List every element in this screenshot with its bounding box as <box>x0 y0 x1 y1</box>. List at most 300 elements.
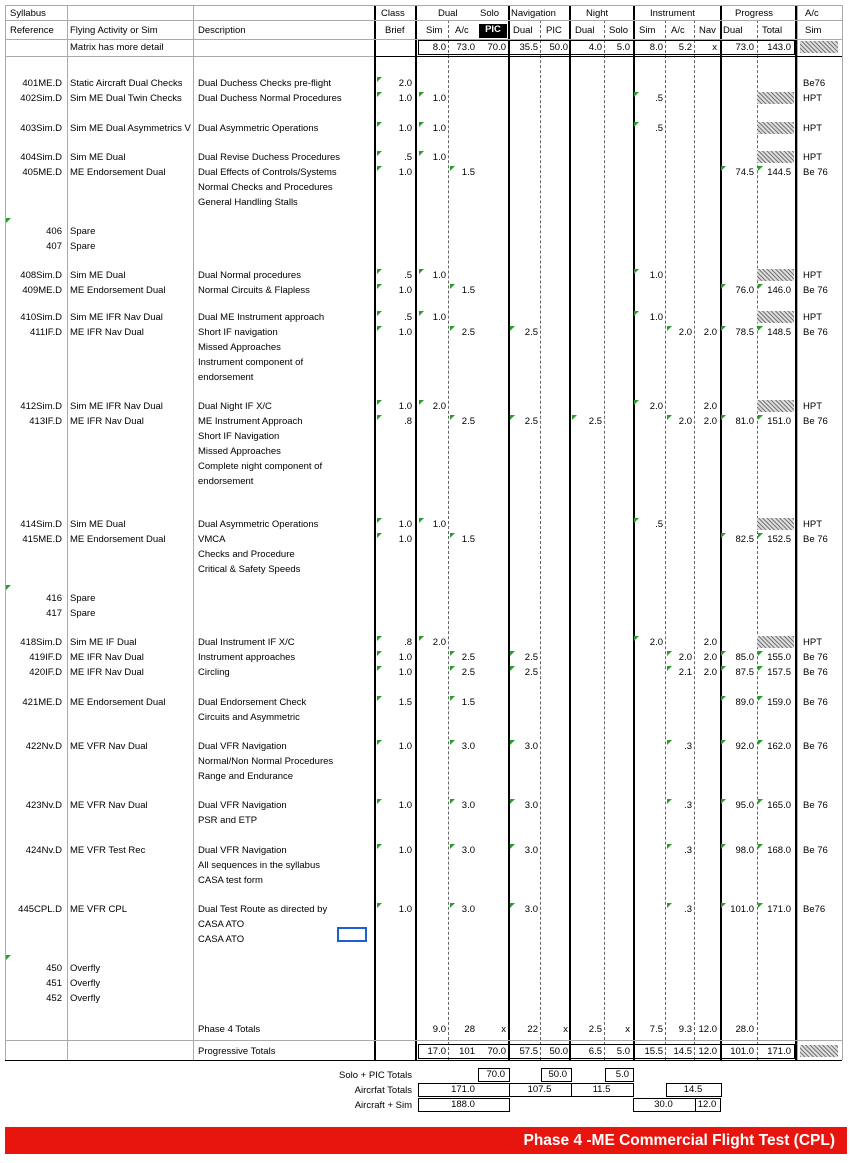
row-brief-value: 1.0 <box>398 904 412 915</box>
progressive-total-navd: 57.5 <box>519 1046 538 1057</box>
row-iac-value: 2.0 <box>678 327 692 338</box>
marker-icon <box>758 799 763 804</box>
marker-icon <box>758 415 763 420</box>
phase-total-inav: 12.0 <box>698 1024 717 1035</box>
row-brief-value: 1.0 <box>398 519 412 530</box>
marker-icon <box>377 122 382 127</box>
row-brief-value: 1.0 <box>398 285 412 296</box>
marker-icon <box>419 92 424 97</box>
column-border <box>795 5 797 1060</box>
row-pdual-value: 89.0 <box>735 697 754 708</box>
row-ptotal-value: 144.5 <box>767 167 791 178</box>
row-reference: 418Sim.D <box>20 637 62 648</box>
row-reference: 415ME.D <box>22 534 62 545</box>
hatched-cell <box>757 151 794 163</box>
carry-forward-value: 5.2 <box>678 42 692 53</box>
row-ptotal-value: 168.0 <box>767 845 791 856</box>
column-divider <box>694 20 695 1060</box>
row-aircraft-type: Be 76 <box>803 416 828 427</box>
marker-icon <box>6 218 11 223</box>
row-navd-value: 3.0 <box>524 741 538 752</box>
marker-icon <box>6 955 11 960</box>
row-reference: 451 <box>46 978 62 989</box>
row-description-line: Complete night component of <box>198 461 323 472</box>
marker-icon <box>377 696 382 701</box>
phase-total-dsim: 9.0 <box>432 1024 446 1035</box>
row-description-line: endorsement <box>198 372 254 383</box>
row-aircraft-type: HPT <box>803 152 822 163</box>
row-isim-value: 2.0 <box>649 637 663 648</box>
marker-icon <box>6 585 11 590</box>
row-inav-value: 2.0 <box>703 416 717 427</box>
row-activity: Overfly <box>70 993 101 1004</box>
row-activity: ME Endorsement Dual <box>70 534 166 545</box>
marker-icon <box>510 415 515 420</box>
night-header: Night <box>586 8 609 19</box>
row-activity: ME Endorsement Dual <box>70 697 166 708</box>
row-description-line: Dual Duchess Normal Procedures <box>198 93 342 104</box>
row-description-line: All sequences in the syllabus <box>198 860 320 871</box>
marker-icon <box>450 799 455 804</box>
flying-activity-header: Flying Activity or Sim <box>70 25 158 36</box>
row-ptotal-value: 152.5 <box>767 534 791 545</box>
aircraft-total-value: 107.5 <box>527 1084 552 1095</box>
dual-header: Dual <box>438 8 458 19</box>
row-isim-value: 2.0 <box>649 401 663 412</box>
marker-icon <box>667 666 672 671</box>
marker-icon <box>377 269 382 274</box>
row-reference: 414Sim.D <box>20 519 62 530</box>
row-isim-value: .5 <box>655 93 663 104</box>
row-dac-value: 2.5 <box>461 667 475 678</box>
column-border <box>633 5 635 1060</box>
instrument-sim-header: Sim <box>639 25 656 36</box>
row-brief-value: 1.0 <box>398 667 412 678</box>
row-dsim-value: 1.0 <box>432 152 446 163</box>
row-dsim-value: 1.0 <box>432 519 446 530</box>
row-activity: ME IFR Nav Dual <box>70 667 144 678</box>
solo-pic-value: 50.0 <box>548 1069 567 1080</box>
row-iac-value: .3 <box>684 800 692 811</box>
row-reference: 408Sim.D <box>20 270 62 281</box>
row-description-line: Dual Asymmetric Operations <box>198 519 319 530</box>
row-aircraft-type: HPT <box>803 123 822 134</box>
row-brief-value: 2.0 <box>398 78 412 89</box>
row-activity: Sim ME IFR Nav Dual <box>70 401 163 412</box>
row-dsim-value: 2.0 <box>432 637 446 648</box>
selected-cell[interactable] <box>337 927 367 942</box>
phase-total-dac: 28 <box>464 1024 475 1035</box>
phase-totals-label: Phase 4 Totals <box>198 1024 261 1035</box>
marker-icon <box>450 696 455 701</box>
grid-line <box>5 1040 842 1041</box>
row-nd-value: 2.5 <box>588 416 602 427</box>
row-description-line: Dual Effects of Controls/Systems <box>198 167 337 178</box>
marker-icon <box>377 740 382 745</box>
marker-icon <box>634 518 639 523</box>
row-brief-value: 1.0 <box>398 167 412 178</box>
row-reference: 421ME.D <box>22 697 62 708</box>
row-navd-value: 3.0 <box>524 904 538 915</box>
carry-forward-value: 73.0 <box>735 42 754 53</box>
column-divider <box>604 20 605 1060</box>
row-activity: ME Endorsement Dual <box>70 285 166 296</box>
marker-icon <box>634 311 639 316</box>
nav-dual-header: Dual <box>513 25 533 36</box>
row-pdual-value: 82.5 <box>735 534 754 545</box>
row-description-line: Instrument approaches <box>198 652 296 663</box>
grid-line <box>5 20 842 21</box>
grid-line <box>67 5 68 1060</box>
row-description-line: CASA test form <box>198 875 263 886</box>
marker-icon <box>377 533 382 538</box>
carry-forward-value: 70.0 <box>487 42 506 53</box>
hatched-cell <box>757 400 794 412</box>
hatched-cell <box>757 636 794 648</box>
marker-icon <box>667 799 672 804</box>
row-description-line: Dual Night IF X/C <box>198 401 272 412</box>
row-reference: 416 <box>46 593 62 604</box>
row-dsim-value: 1.0 <box>432 270 446 281</box>
phase-banner <box>5 1127 847 1154</box>
marker-icon <box>667 740 672 745</box>
row-description-line: VMCA <box>198 534 226 545</box>
row-dsim-value: 1.0 <box>432 93 446 104</box>
marker-icon <box>419 311 424 316</box>
row-pdual-value: 87.5 <box>735 667 754 678</box>
row-navd-value: 3.0 <box>524 800 538 811</box>
row-ptotal-value: 155.0 <box>767 652 791 663</box>
row-activity: Sim ME Dual <box>70 152 126 163</box>
row-description-line: Critical & Safety Speeds <box>198 564 301 575</box>
marker-icon <box>377 799 382 804</box>
marker-icon <box>721 696 726 701</box>
footer-rule <box>5 1060 842 1061</box>
marker-icon <box>510 740 515 745</box>
row-ptotal-value: 159.0 <box>767 697 791 708</box>
marker-icon <box>450 651 455 656</box>
row-reference: 405ME.D <box>22 167 62 178</box>
row-activity: Sim ME Dual <box>70 270 126 281</box>
night-dual-header: Dual <box>575 25 595 36</box>
row-dsim-value: 1.0 <box>432 123 446 134</box>
row-pdual-value: 98.0 <box>735 845 754 856</box>
progressive-totals-box <box>418 1044 795 1059</box>
instrument-header: Instrument <box>650 8 695 19</box>
row-activity: Sim ME Dual Asymmetrics V <box>70 123 191 134</box>
progressive-total-iac: 14.5 <box>673 1046 692 1057</box>
marker-icon <box>667 844 672 849</box>
row-description-line: Dual VFR Navigation <box>198 845 287 856</box>
marker-icon <box>667 326 672 331</box>
marker-icon <box>450 326 455 331</box>
progressive-total-ns: 5.0 <box>616 1046 630 1057</box>
nav-pic-header: PIC <box>546 25 562 36</box>
row-reference: 423Nv.D <box>25 800 62 811</box>
row-activity: Spare <box>70 226 96 237</box>
marker-icon <box>450 415 455 420</box>
carry-forward-value: 143.0 <box>767 42 791 53</box>
row-description-line: Dual Asymmetric Operations <box>198 123 319 134</box>
row-iac-value: 2.0 <box>678 652 692 663</box>
row-description-line: CASA ATO <box>198 919 245 930</box>
row-ptotal-value: 171.0 <box>767 904 791 915</box>
row-description-line: Dual Endorsement Check <box>198 697 307 708</box>
marker-icon <box>419 151 424 156</box>
row-aircraft-type: Be 76 <box>803 167 828 178</box>
marker-icon <box>667 651 672 656</box>
aircraft-sim-value: 30.0 <box>654 1099 673 1110</box>
row-activity: Sim ME IF Dual <box>70 637 137 648</box>
row-dac-value: 1.5 <box>461 167 475 178</box>
row-pdual-value: 85.0 <box>735 652 754 663</box>
carry-forward-value: x <box>712 42 717 53</box>
carry-forward-value: 8.0 <box>432 42 446 53</box>
row-brief-value: 1.5 <box>398 697 412 708</box>
row-dsim-value: 1.0 <box>432 312 446 323</box>
brief-header: Brief <box>385 25 405 36</box>
row-brief-value: 1.0 <box>398 123 412 134</box>
marker-icon <box>377 844 382 849</box>
row-activity: Static Aircraft Dual Checks <box>70 78 183 89</box>
marker-icon <box>377 415 382 420</box>
row-pdual-value: 95.0 <box>735 800 754 811</box>
navigation-header: Navigation <box>511 8 556 19</box>
row-brief-value: 1.0 <box>398 401 412 412</box>
row-brief-value: .5 <box>404 152 412 163</box>
row-reference: 445CPL.D <box>18 904 62 915</box>
row-dac-value: 1.5 <box>461 285 475 296</box>
marker-icon <box>634 92 639 97</box>
marker-icon <box>450 740 455 745</box>
ac-sim-header: Sim <box>805 25 822 36</box>
row-aircraft-type: Be 76 <box>803 741 828 752</box>
row-aircraft-type: Be 76 <box>803 652 828 663</box>
carry-forward-box <box>418 40 795 55</box>
row-ptotal-value: 146.0 <box>767 285 791 296</box>
phase-total-ns: x <box>625 1024 630 1035</box>
row-ptotal-value: 157.5 <box>767 667 791 678</box>
row-reference: 419IF.D <box>29 652 62 663</box>
row-reference: 404Sim.D <box>20 152 62 163</box>
column-border <box>508 5 510 1060</box>
row-reference: 407 <box>46 241 62 252</box>
row-pdual-value: 101.0 <box>730 904 754 915</box>
row-reference: 412Sim.D <box>20 401 62 412</box>
marker-icon <box>377 326 382 331</box>
row-inav-value: 2.0 <box>703 327 717 338</box>
column-border <box>415 5 417 1060</box>
marker-icon <box>377 666 382 671</box>
column-border <box>569 5 571 1060</box>
row-description-line: Range and Endurance <box>198 771 294 782</box>
phase-total-isim: 7.5 <box>649 1024 663 1035</box>
row-reference: 402Sim.D <box>20 93 62 104</box>
row-description-line: Dual Revise Duchess Procedures <box>198 152 341 163</box>
row-description-line: Short IF navigation <box>198 327 278 338</box>
row-activity: ME VFR CPL <box>70 904 128 915</box>
row-reference: 401ME.D <box>22 78 62 89</box>
row-description-line: Dual VFR Navigation <box>198 741 287 752</box>
instrument-nav-header: Nav <box>699 25 716 36</box>
row-iac-value: .3 <box>684 845 692 856</box>
carry-forward-value: 35.5 <box>519 42 538 53</box>
row-activity: Overfly <box>70 978 101 989</box>
phase-banner-title: Phase 4 -ME Commercial Flight Test (CPL) <box>523 1132 835 1149</box>
marker-icon <box>721 740 726 745</box>
carry-forward-value: 8.0 <box>649 42 663 53</box>
row-description-line: Circling <box>198 667 230 678</box>
dual-ac-header: A/c <box>455 25 469 36</box>
carry-forward-value: 50.0 <box>549 42 568 53</box>
progress-header: Progress <box>735 8 774 19</box>
marker-icon <box>721 326 726 331</box>
marker-icon <box>758 651 763 656</box>
marker-icon <box>510 666 515 671</box>
marker-icon <box>667 903 672 908</box>
row-description-line: Missed Approaches <box>198 446 281 457</box>
row-reference: 452 <box>46 993 62 1004</box>
row-dac-value: 1.5 <box>461 534 475 545</box>
marker-icon <box>758 666 763 671</box>
row-brief-value: 1.0 <box>398 652 412 663</box>
row-navd-value: 2.5 <box>524 652 538 663</box>
row-aircraft-type: HPT <box>803 519 822 530</box>
row-reference: 417 <box>46 608 62 619</box>
marker-icon <box>377 284 382 289</box>
row-pdual-value: 74.5 <box>735 167 754 178</box>
row-reference: 411IF.D <box>29 327 62 338</box>
row-brief-value: .8 <box>404 416 412 427</box>
marker-icon <box>721 844 726 849</box>
row-description-line: Instrument component of <box>198 357 304 368</box>
phase-total-iac: 9.3 <box>678 1024 692 1035</box>
row-reference: 424Nv.D <box>25 845 62 856</box>
aircraft-total-value: 11.5 <box>592 1084 611 1095</box>
phase-total-nd: 2.5 <box>588 1024 602 1035</box>
row-activity: Sim ME Dual <box>70 519 126 530</box>
row-isim-value: 1.0 <box>649 270 663 281</box>
row-aircraft-type: Be 76 <box>803 667 828 678</box>
row-brief-value: 1.0 <box>398 327 412 338</box>
marker-icon <box>450 166 455 171</box>
row-dac-value: 3.0 <box>461 845 475 856</box>
progress-dual-header: Dual <box>723 25 743 36</box>
row-aircraft-type: Be76 <box>803 78 826 89</box>
row-brief-value: 1.0 <box>398 534 412 545</box>
row-description-line: Dual Normal procedures <box>198 270 301 281</box>
grid-line <box>5 5 842 6</box>
row-dac-value: 2.5 <box>461 652 475 663</box>
row-description-line: Dual VFR Navigation <box>198 800 287 811</box>
row-aircraft-type: HPT <box>803 637 822 648</box>
ac-type-header: A/c <box>805 8 819 19</box>
marker-icon <box>758 740 763 745</box>
marker-icon <box>721 651 726 656</box>
marker-icon <box>758 844 763 849</box>
solo-pic-totals-label: Solo + PIC Totals <box>339 1070 412 1081</box>
marker-icon <box>377 311 382 316</box>
row-aircraft-type: Be 76 <box>803 845 828 856</box>
row-activity: Sim ME Dual Twin Checks <box>70 93 182 104</box>
marker-icon <box>721 666 726 671</box>
row-ptotal-value: 162.0 <box>767 741 791 752</box>
row-brief-value: .5 <box>404 312 412 323</box>
row-description-line: Short IF Navigation <box>198 431 280 442</box>
row-description-line: PSR and ETP <box>198 815 258 826</box>
marker-icon <box>721 166 726 171</box>
row-activity: Spare <box>70 593 96 604</box>
hatched-cell <box>757 92 794 104</box>
row-navd-value: 2.5 <box>524 667 538 678</box>
carry-forward-value: 4.0 <box>588 42 602 53</box>
row-description-line: Missed Approaches <box>198 342 281 353</box>
dual-sim-header: Sim <box>426 25 443 36</box>
marker-icon <box>721 799 726 804</box>
row-activity: Spare <box>70 241 96 252</box>
marker-icon <box>377 151 382 156</box>
marker-icon <box>758 166 763 171</box>
row-inav-value: 2.0 <box>703 401 717 412</box>
marker-icon <box>721 903 726 908</box>
row-pdual-value: 78.5 <box>735 327 754 338</box>
progress-total-header: Total <box>762 25 783 36</box>
row-description-line: Dual Instrument IF X/C <box>198 637 295 648</box>
row-pdual-value: 81.0 <box>735 416 754 427</box>
row-activity: ME IFR Nav Dual <box>70 327 144 338</box>
phase-total-pdual: 28.0 <box>735 1024 754 1035</box>
row-isim-value: .5 <box>655 519 663 530</box>
progressive-total-pic: 70.0 <box>487 1046 506 1057</box>
row-ptotal-value: 165.0 <box>767 800 791 811</box>
progressive-total-inav: 12.0 <box>698 1046 717 1057</box>
row-aircraft-type: Be 76 <box>803 327 828 338</box>
row-dac-value: 3.0 <box>461 741 475 752</box>
row-dsim-value: 2.0 <box>432 401 446 412</box>
row-pdual-value: 92.0 <box>735 741 754 752</box>
row-aircraft-type: Be 76 <box>803 800 828 811</box>
marker-icon <box>667 415 672 420</box>
hatched-cell <box>757 122 794 134</box>
carry-forward-value: 5.0 <box>616 42 630 53</box>
marker-icon <box>377 77 382 82</box>
row-brief-value: .8 <box>404 637 412 648</box>
row-description-line: Dual ME Instrument approach <box>198 312 325 323</box>
row-description-line: General Handling Stalls <box>198 197 298 208</box>
row-navd-value: 3.0 <box>524 845 538 856</box>
aircraft-sim-label: Aircraft + Sim <box>354 1100 412 1111</box>
row-iac-value: .3 <box>684 904 692 915</box>
progressive-total-pdual: 101.0 <box>730 1046 754 1057</box>
phase-total-navd: 22 <box>527 1024 538 1035</box>
marker-icon <box>634 122 639 127</box>
marker-icon <box>721 533 726 538</box>
marker-icon <box>377 651 382 656</box>
aircraft-sim-value: 12.0 <box>697 1099 717 1110</box>
row-reference: 420IF.D <box>29 667 62 678</box>
progressive-total-dac: 101 <box>459 1046 475 1057</box>
marker-icon <box>377 92 382 97</box>
row-reference: 409ME.D <box>22 285 62 296</box>
row-description-line: Circuits and Asymmetric <box>198 712 300 723</box>
marker-icon <box>572 415 577 420</box>
row-navd-value: 2.5 <box>524 416 538 427</box>
row-description-line: ME Instrument Approach <box>198 416 303 427</box>
marker-icon <box>450 666 455 671</box>
class-header: Class <box>381 8 405 19</box>
marker-icon <box>634 269 639 274</box>
row-activity: Spare <box>70 608 96 619</box>
